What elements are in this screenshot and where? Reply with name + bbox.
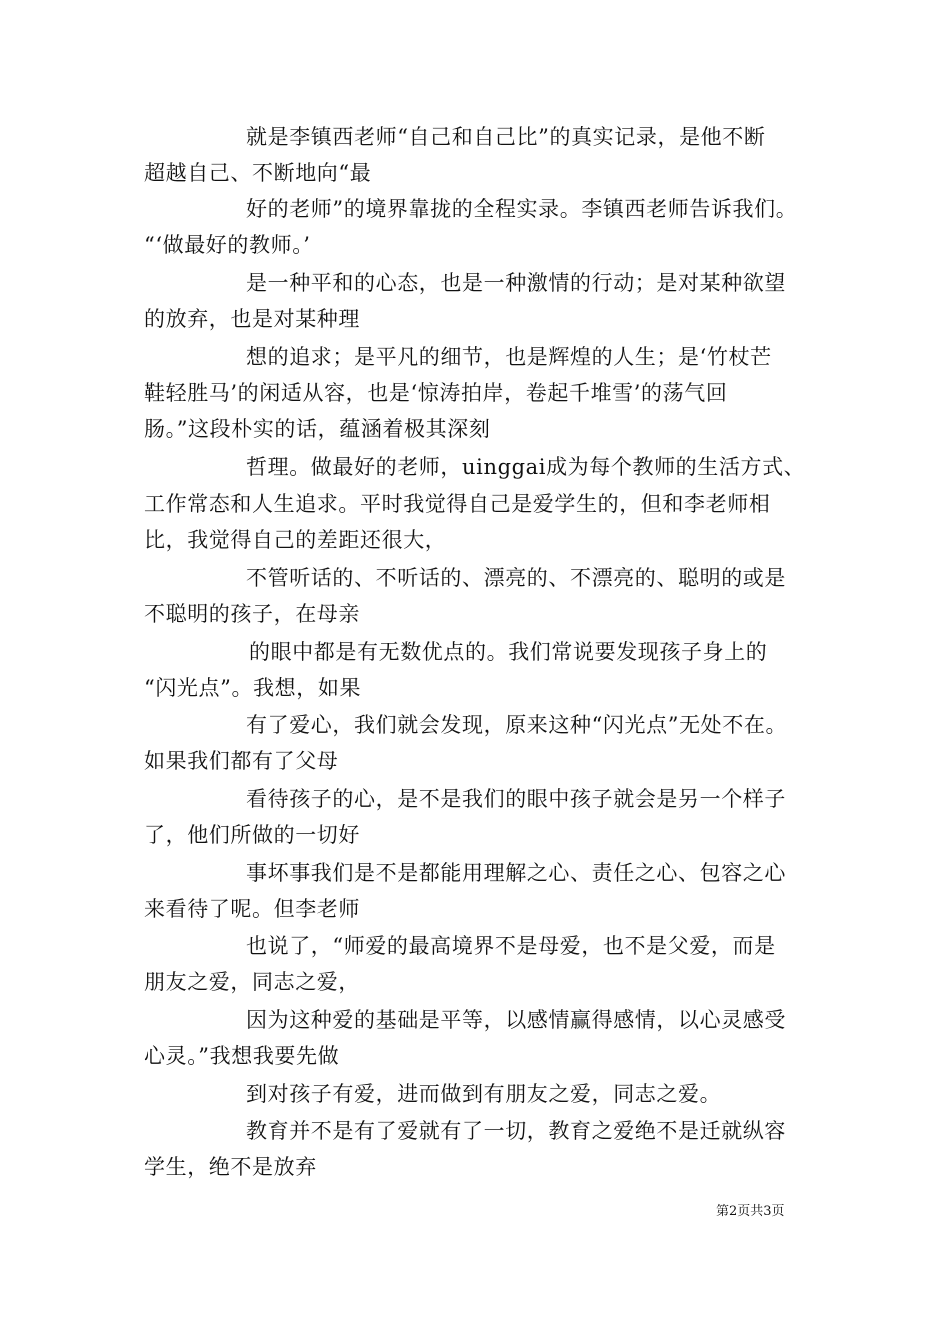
text-line: 想的追求；是平凡的细节，也是辉煌的人生；是‘竹杖芒 <box>246 345 772 369</box>
text-line: 学生，绝不是放弃 <box>144 1155 317 1179</box>
text-line: 来看待了呢。但李老师 <box>144 897 360 921</box>
text-line: 不聪明的孩子，在母亲 <box>144 602 360 626</box>
text-line: 了，他们所做的一切好 <box>144 823 360 847</box>
text-line: 看待孩子的心，是不是我们的眼中孩子就会是另一个样子 <box>246 787 786 811</box>
text-line: 工作常态和人生追求。平时我觉得自己是爱学生的，但和李老师相 <box>144 492 771 516</box>
text-line: 朋友之爱，同志之爱， <box>144 970 360 994</box>
text-line: 的眼中都是有无数优点的。我们常说要发现孩子身上的 <box>249 640 768 664</box>
text-line: 不管听话的、不听话的、漂亮的、不漂亮的、聪明的或是 <box>246 566 786 590</box>
page-number-footer: 第2页共3页 <box>716 1204 785 1219</box>
text-line: 就是李镇西老师“自己和自己比”的真实记录，是他不断 <box>246 125 766 149</box>
text-line: 教育并不是有了爱就有了一切，教育之爱绝不是迁就纵容 <box>246 1119 786 1143</box>
text-line: 鞋轻胜马’的闲适从容，也是‘惊涛拍岸，卷起千堆雪’的荡气回 <box>144 381 728 405</box>
text-line: 肠。”这段朴实的话，蕴涵着极其深刻 <box>144 417 491 441</box>
text-line: “闪光点”。我想，如果 <box>144 676 362 700</box>
text-line: 比，我觉得自己的差距还很大， <box>144 528 447 552</box>
text-line: 的放弃，也是对某种理 <box>144 307 360 331</box>
text-line: 有了爱心，我们就会发现，原来这种“闪光点”无处不在。 <box>246 713 788 737</box>
text-line: 事坏事我们是不是都能用理解之心、责任之心、包容之心 <box>246 861 786 885</box>
text-line: 因为这种爱的基础是平等，以感情赢得感情，以心灵感受 <box>246 1008 786 1032</box>
text-line: 到对孩子有爱，进而做到有朋友之爱，同志之爱。 <box>246 1082 722 1106</box>
text-line: 如果我们都有了父母 <box>144 749 339 773</box>
text-line: 也说了，“师爱的最高境界不是母爱，也不是父爱，而是 <box>246 934 776 958</box>
text-line: 哲理。做最好的老师，uinggai成为每个教师的生活方式、 <box>246 455 806 479</box>
text-line: 是一种平和的心态，也是一种激情的行动；是对某种欲望 <box>246 271 786 295</box>
text-line: 心灵。”我想我要先做 <box>144 1044 340 1068</box>
text-line: “‘做最好的教师。’ <box>144 233 311 257</box>
text-line: 好的老师”的境界靠拢的全程实录。李镇西老师告诉我们。 <box>246 197 798 221</box>
text-line: 超越自己、不断地向“最 <box>144 161 372 185</box>
